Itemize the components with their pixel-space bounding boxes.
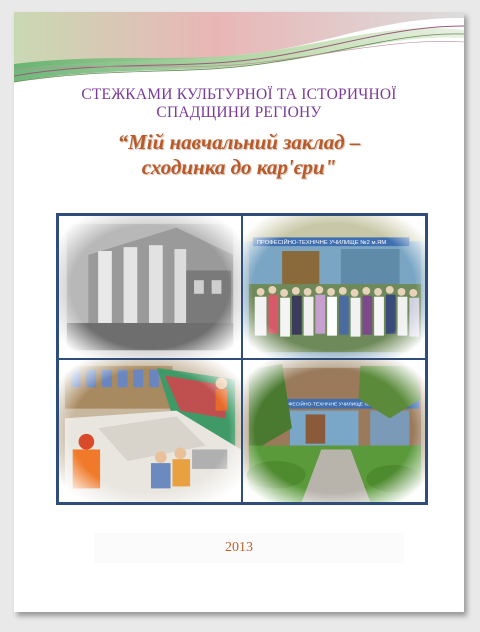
photo-classroom-workshop <box>58 359 242 503</box>
motto-line-2: сходинка до кар'єри" <box>141 155 337 179</box>
photo-group-portrait <box>242 215 426 359</box>
photo-collage <box>56 213 428 505</box>
photo-school-courtyard <box>242 359 426 503</box>
heading-line-1: СТЕЖКАМИ КУЛЬТУРНОЇ ТА ІСТОРИЧНОЇ <box>81 86 397 103</box>
decorative-wave-header <box>14 12 464 97</box>
document-page <box>14 12 464 612</box>
publication-year: 2013 <box>225 540 253 555</box>
heading-line-2: СПАДЩИНИ РЕГІОНУ <box>156 104 322 121</box>
document-motto <box>14 130 464 180</box>
photo-historic-building <box>58 215 242 359</box>
document-heading <box>14 86 464 122</box>
motto-line-1: “Мій навчальний заклад – <box>117 130 361 154</box>
